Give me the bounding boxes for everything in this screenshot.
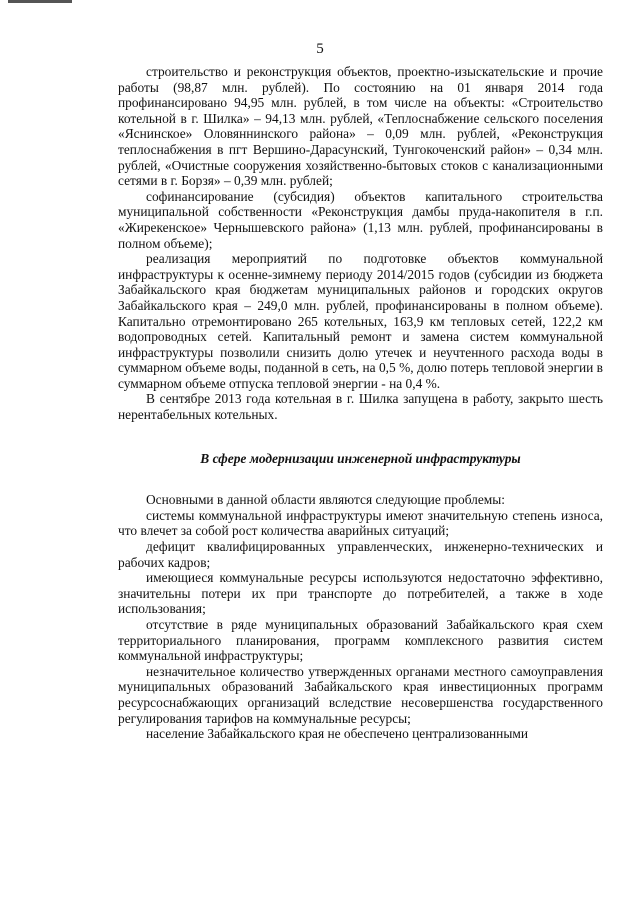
paragraph-construction-works: строительство и реконструкция объектов, проектно-изыскательские и прочие работы (98,87 млн. рублей). По состоянию на 01 января 2014 года профинансировано 94,95 млн. рублей, в том числе на объекты: «Строительство котельной в г. Шилка» – 94,13 млн. рублей, «Теплоснабжение сельского поселения «Яснинское» Оловяннинского района» – 0,09 млн. рублей, «Реконструкция теплоснабжения в пгт Вершино-Дарасунский, Тунгокоченский район» – 0,34 млн. рублей, «Очистные сооружения хозяйственно-бытовых стоков с канализационными сетями в г. Борзя» – 0,39 млн. рублей; [118, 64, 603, 189]
paragraph-problems-intro: Основными в данной области являются следующие проблемы: [146, 492, 505, 508]
paragraph-problem-investment: незначительное количество утвержденных органами местного самоуправления муниципальных образований Забайкальского края инвестиционных программ ресурсоснабжающих организаций вследствие несовершенства государственного регулирования тарифов на коммунальные ресурсы; [118, 663, 603, 726]
page-number: 5 [316, 41, 324, 57]
paragraph-shilka-boiler: В сентябре 2013 года котельная в г. Шилка запущена в работу, закрыто шесть нерентабельных котельных. [118, 391, 603, 423]
top-rule-mark [8, 0, 72, 3]
paragraph-problem-wear: системы коммунальной инфраструктуры имеют значительную степень износа, что влечет за собой рост количества аварийных ситуаций; [118, 507, 603, 539]
paragraph-problem-population: население Забайкальского края не обеспечено централизованными [146, 726, 528, 742]
document-body [118, 64, 603, 742]
paragraph-problem-resources: имеющиеся коммунальные ресурсы используются недостаточно эффективно, значительны потери их при транспорте до потребителей, а также в ходе использования; [118, 570, 603, 617]
paragraph-problem-staff: дефицит квалифицированных управленческих, инженерно-технических и рабочих кадров; [118, 539, 603, 570]
paragraph-cofinancing: софинансирование (субсидия) объектов капитального строительства муниципальной собственности «Реконструкция дамбы пруда-накопителя в г.п. «Жирекенское» Чернышевского района» (1,13 млн. рублей, профинансированы в полном объеме); [118, 188, 603, 251]
section-heading: В сфере модернизации инженерной инфраструктуры [200, 450, 521, 466]
paragraph-problem-planning: отсутствие в ряде муниципальных образований Забайкальского края схем территориального планирования, программ комплексного развития систем коммунальной инфраструктуры; [118, 617, 603, 664]
paragraph-winter-preparation: реализация мероприятий по подготовке объектов коммунальной инфраструктуры к осенне-зимнему периоду 2014/2015 годов (субсидии из бюджета Забайкальского края бюджетам муниципальных районов и городских округов Забайкальского края – 249,0 млн. рублей, профинансированы в полном объеме). Капитально отремонтировано 265 котельных, 163,9 км тепловых сетей, 122,2 км водопроводных сетей. Капитальный ремонт и замена систем коммунальной инфраструктуры позволили снизить долю утечек и неучтенного расхода воды в суммарном объеме воды, поданной в сеть, на 0,5 %, долю потерь тепловой энергии в суммарном объеме отпуска тепловой энергии - на 0,4 %. [118, 251, 603, 391]
